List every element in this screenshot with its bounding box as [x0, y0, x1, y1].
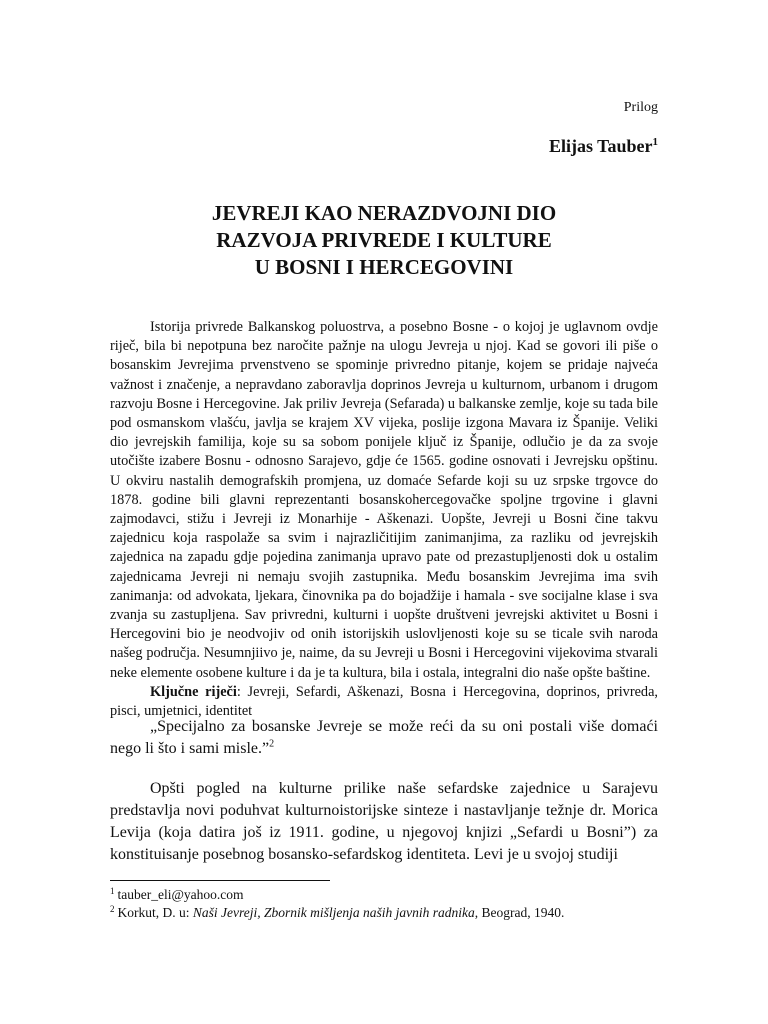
quote-text: „Specijalno za bosanske Jevreje se može reći da su oni postali više domaći nego li što i sami misle.” — [110, 718, 658, 757]
keywords-text: : Jevreji, Sefardi, Aškenazi, Bosna i Hercegovina, doprinos, privreda, pisci, umjetnici, identitet — [110, 683, 658, 720]
title-line-1: JEVREJI KAO NERAZDVOJNI DIO — [211, 201, 557, 225]
footnote-2 — [110, 904, 658, 922]
footnote-1 — [110, 886, 658, 904]
body-paragraph: Opšti pogled na kulturne prilike naše sefardske zajednice u Sarajevu predstavlja novi poduhvat kulturnoistorijske sinteze i nastavljanje težnje dr. Morica Levija (koja datira još iz 1911. godine, u njegovoj knjizi „Sefardi u Bosni”) za konstituisanje posebnog bosansko-sefardskog identiteta. Levi je u svojoj studiji — [110, 780, 658, 863]
quote-footnote-mark[interactable]: 2 — [269, 738, 275, 750]
author-name-text: Elijas Tauber — [548, 136, 653, 156]
section-label: Prilog — [623, 100, 658, 115]
footnote-2-prefix: Korkut, D. u: — [117, 905, 193, 920]
abstract — [110, 318, 658, 721]
author-footnote-mark[interactable]: 1 — [652, 136, 658, 148]
footnote-divider — [110, 880, 330, 881]
footnote-1-mark: 1 — [110, 885, 115, 896]
author-name — [549, 136, 658, 157]
footnote-2-mark: 2 — [110, 903, 115, 914]
keywords-label: Ključne riječi — [150, 683, 237, 700]
footnote-2-suffix: , Beograd, 1940. — [474, 905, 565, 920]
abstract-text: Istorija privrede Balkanskog poluostrva, a posebno Bosne - o kojoj je uglavnom ovdje riječ, bila bi nepotpuna bez naročite pažnje na ulogu Jevreja u njoj. Kad se govori ili piše o bosanskim Jevrejima prvenstveno se spominje privredno pitanje, kojem se pridaje najveća važnost i značenje, a nepravdano zaboravlja doprinos Jevreja u kulturnom, urbanom i drugom razvoju Bosne i Hercegovine. Jak priliv Jevreja (Sefarada) u balkanske zemlje, koje su tada bile pod osmanskom vlašću, javlja se krajem XV vijeka, poslije izgona Mavara iz Španije. Veliki dio jevrejskih familija, koje su sa sobom ponijele ključ iz Španije, odlučio je da za svoje utočište izabere Bosnu - odnosno Sarajevo, gdje će 1565. godine osnovati i Jevrejsku opštinu. U okviru nastalih demografskih promjena, uz domaće Sefarde koji su uz srpske trgovce do 1878. godine bili glavni reprezentanti bosanskohercegovačke spoljne trgovine i glavni zajmodavci, stižu i Jevreji iz Monarhije - Aškenazi. Uopšte, Jevreji u Bosni čine takvu zajednicu koja raspolaže sa svim i najrazličitijim zanimanjima, za razliku od jevrejskih zajednica na zapadu gdje pojedina zanimanja upravo pate od prezastupljenosti dok u ostalim zajednicama Jevreji ni nemaju svojih zastupnika. Među bosanskim Jevrejima ima svih zanimanja: od advokata, ljekara, činovnika pa do bojadžije i hamala - sve socijalne klase i sva zvanja su zastupljena. Sav privredni, kulturni i uopšte društveni jevrejski aktivitet u Bosni i Hercegovini bio je neodvojiv od onih istorijskih uslovljenosti koje su se ticale svih naroda našeg područja. Nesumnjiivo je, naime, da su Jevreji u Bosni i Hercegovini vijekovima stvarali neke elemente osobene kulture i da je ta kultura, bila i ostala, integralni dio naše opšte baštine. — [110, 319, 658, 681]
article-title — [110, 200, 658, 281]
title-line-2: RAZVOJA PRIVREDE I KULTURE — [216, 228, 552, 252]
footnote-1-email[interactable]: tauber_eli@yahoo.com — [117, 887, 244, 902]
footnotes — [110, 886, 658, 922]
footnote-2-title: Naši Jevreji, Zbornik mišljenja naših javnih radnika — [192, 905, 475, 920]
epigraph-quote — [110, 716, 658, 760]
title-line-3: U BOSNI I HERCEGOVINI — [254, 255, 514, 279]
